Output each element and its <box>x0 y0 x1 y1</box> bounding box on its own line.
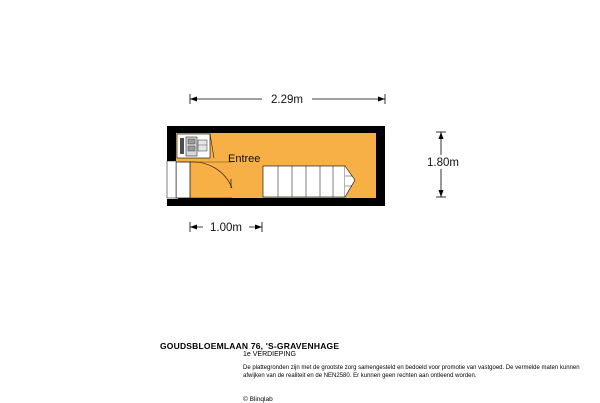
meter-cupboard <box>177 134 214 158</box>
width-label: 2.29m <box>271 94 303 106</box>
room-label: Entree <box>228 153 261 165</box>
credit-text: © Blinqlab <box>243 396 273 403</box>
address-title: GOUDSBLOEMLAAN 76, 'S-GRAVENHAGE <box>160 341 340 351</box>
door-dimension <box>190 220 262 234</box>
disclaimer-text: De plattegronden zijn met de grootste zorg samengesteld en bedoeld voor promotie van vastgoed. De vermelde maten kunnen afwijken van de realiteit en de NEN2580. Er kunnen geen rechten aan ontleend worden. <box>243 365 580 379</box>
door-label: 1.00m <box>210 222 242 234</box>
staircase <box>263 166 355 197</box>
width-dimension <box>190 91 385 106</box>
height-dimension <box>418 132 468 197</box>
floor-label: 1e VERDIEPING <box>243 351 296 358</box>
height-label: 1.80m <box>427 157 459 169</box>
